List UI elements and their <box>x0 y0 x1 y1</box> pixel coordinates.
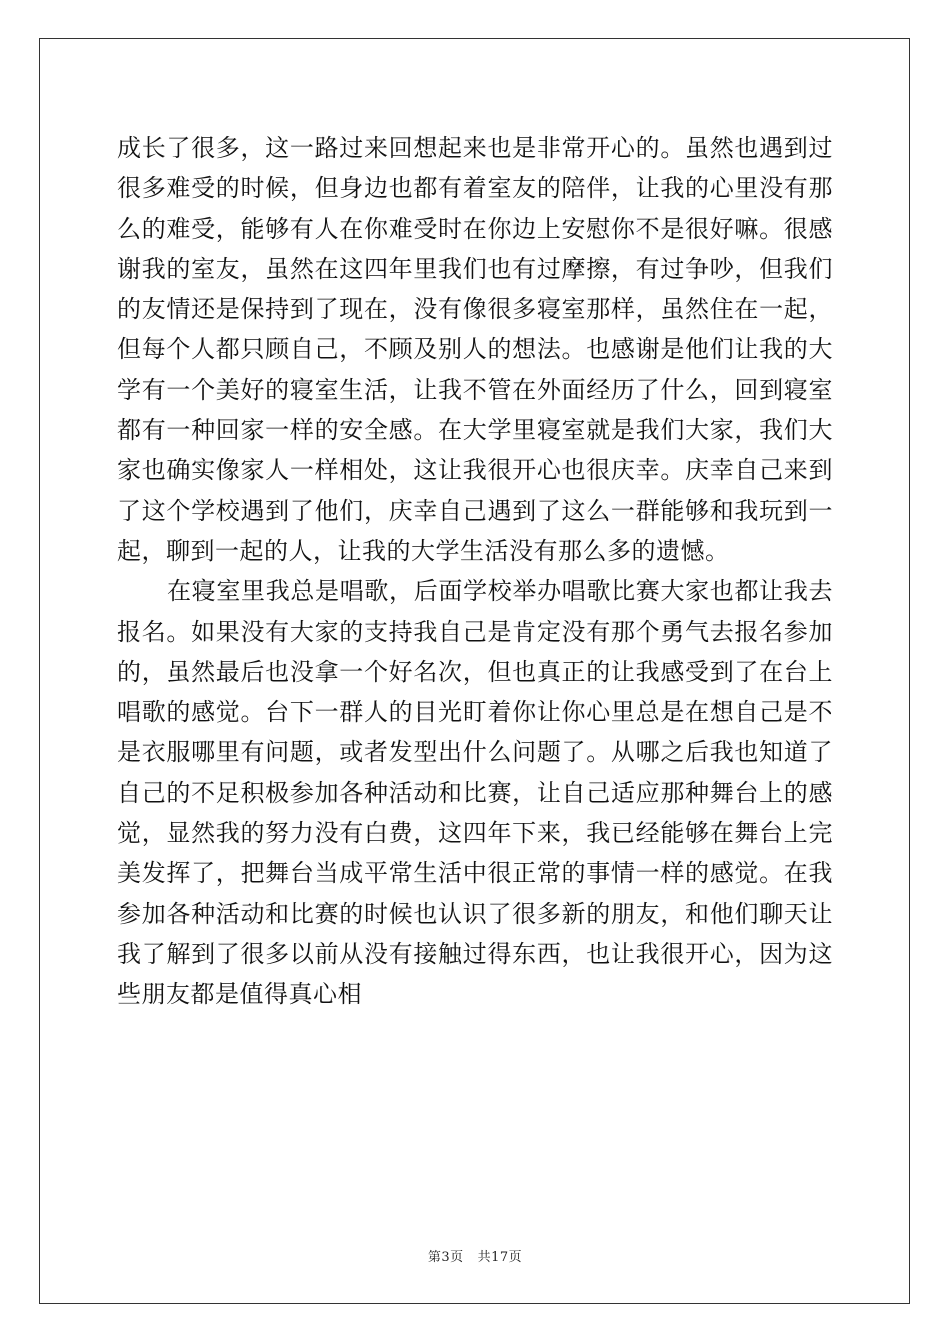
paragraph-1: 成长了很多，这一路过来回想起来也是非常开心的。虽然也遇到过很多难受的时候，但身边也都有着室友的陪伴，让我的心里没有那么的难受，能够有人在你难受时在你边上安慰你不是很好嘛。很感谢我的室友，虽然在这四年里我们也有过摩擦，有过争吵，但我们的友情还是保持到了现在，没有像很多寝室那样，虽然住在一起，但每个人都只顾自己，不顾及别人的想法。也感谢是他们让我的大学有一个美好的寝室生活，让我不管在外面经历了什么，回到寝室都有一种回家一样的安全感。在大学里寝室就是我们大家，我们大家也确实像家人一样相处，这让我很开心也很庆幸。庆幸自己来到了这个学校遇到了他们，庆幸自己遇到了这么一群能够和我玩到一起，聊到一起的人，让我的大学生活没有那么多的遗憾。 <box>117 134 833 565</box>
page-total: 共17页 <box>477 1250 523 1265</box>
page-footer <box>0 1246 950 1265</box>
paragraph-2: 在寝室里我总是唱歌，后面学校举办唱歌比赛大家也都让我去报名。如果没有大家的支持我自己是肯定没有那个勇气去报名参加的，虽然最后也没拿一个好名次，但也真正的让我感受到了在台上唱歌的感觉。台下一群人的目光盯着你让你心里总是在想自己是不是衣服哪里有问题，或者发型出什么问题了。从哪之后我也知道了自己的不足积极参加各种活动和比赛，让自己适应那种舞台上的感觉，显然我的努力没有白费，这四年下来，我已经能够在舞台上完美发挥了，把舞台当成平常生活中很正常的事情一样的感觉。在我参加各种活动和比赛的时候也认识了很多新的朋友，和他们聊天让我了解到了很多以前从没有接触过得东西，也让我很开心，因为这些朋友都是值得真心相 <box>117 577 833 1009</box>
page-number: 第3页 <box>427 1250 464 1265</box>
document-body <box>117 128 833 1015</box>
